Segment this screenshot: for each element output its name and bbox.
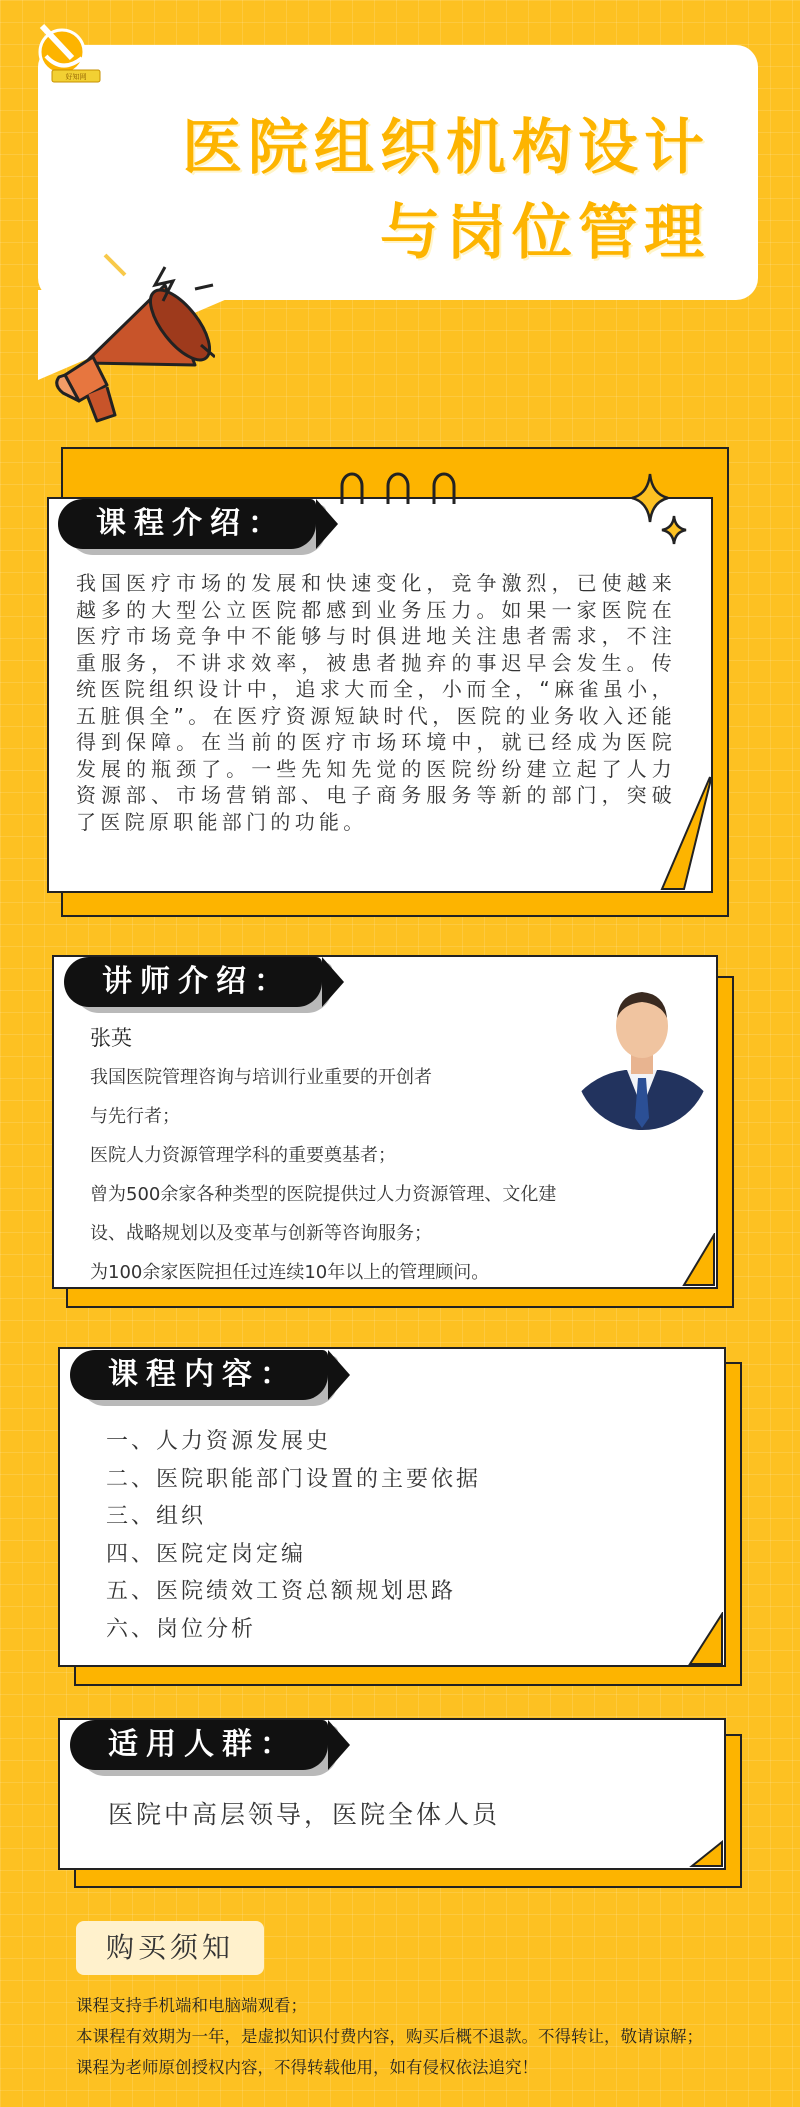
- notice-line: 课程支持手机端和电脑端观看；: [76, 1996, 307, 2015]
- teacher-bio-line: 曾为500余家各种类型的医院提供过人力资源管理、文化建: [90, 1184, 557, 1205]
- notice-heading: 购买须知: [76, 1921, 264, 1975]
- notice-line: 本课程有效期为一年，是虚拟知识付费内容，购买后概不退款。不得转让，敬请谅解；: [76, 2027, 703, 2046]
- content-list: [106, 1423, 481, 1648]
- fold-corner: [688, 1840, 724, 1868]
- teacher-bio-line: 医院人力资源管理学科的重要奠基者；: [90, 1145, 396, 1166]
- teacher-heading: 讲师介绍：: [64, 957, 322, 1007]
- list-item: 一、人力资源发展史: [106, 1429, 332, 1454]
- megaphone-icon: [45, 245, 215, 425]
- list-item: 六、岗位分析: [106, 1616, 257, 1642]
- intro-heading: 课程介绍：: [58, 499, 316, 549]
- audience-heading: 适用人群：: [70, 1720, 328, 1770]
- content-heading: 课程内容：: [70, 1350, 328, 1400]
- teacher-bio-line: 与先行者；: [90, 1106, 180, 1127]
- page-title-line1: 医院组织机构设计: [182, 113, 710, 183]
- teacher-bio-line: 设、战略规划以及变革与创新等咨询服务；: [90, 1223, 432, 1244]
- teacher-bio-line: 我国医院管理咨询与培训行业重要的开创者: [90, 1067, 432, 1088]
- logo-text: 好知网: [65, 73, 87, 81]
- sparkle-icon: [630, 472, 688, 552]
- ring-icon: [336, 470, 466, 506]
- list-item: 三、组织: [106, 1504, 207, 1529]
- fold-corner: [686, 1612, 724, 1666]
- notice-list: [76, 1990, 703, 2083]
- teacher-bio-line: 为100余家医院担任过连续10年以上的管理顾问。: [90, 1262, 490, 1283]
- teacher-name: 张英: [90, 1026, 132, 1050]
- audience-text: 医院中高层领导，医院全体人员: [108, 1800, 501, 1829]
- logo-icon: [32, 18, 104, 88]
- intro-body: 我国医疗市场的发展和快速变化，竞争激烈，已使越来越多的大型公立医院都感到业务压力。如果一家医院在医疗市场竞争中不能够与时俱进地关注患者需求，不注重服务，不讲求效率，被患者抛弃的事迟早会发生。传统医院组织设计中，追求大而全，小而全，“麻雀虽小，五脏俱全”。在医疗资源短缺时代，医院的业务收入还能得到保障。在当前的医疗市场环境中，就已经成为医院发展的瓶颈了。一些先知先觉的医院纷纷建立起了人力资源部、市场营销部、电子商务服务等新的部门，突破了医院原职能部门的功能。: [76, 571, 676, 834]
- page-title-line2: 与岗位管理: [380, 198, 710, 268]
- notice-line: 课程为老师原创授权内容，不得转载他用，如有侵权依法追究！: [76, 2058, 538, 2077]
- list-item: 二、医院职能部门设置的主要依据: [106, 1466, 482, 1492]
- teacher-bio: [90, 1058, 690, 1292]
- list-item: 五、医院绩效工资总额规划思路: [106, 1579, 457, 1604]
- list-item: 四、医院定岗定编: [106, 1541, 307, 1567]
